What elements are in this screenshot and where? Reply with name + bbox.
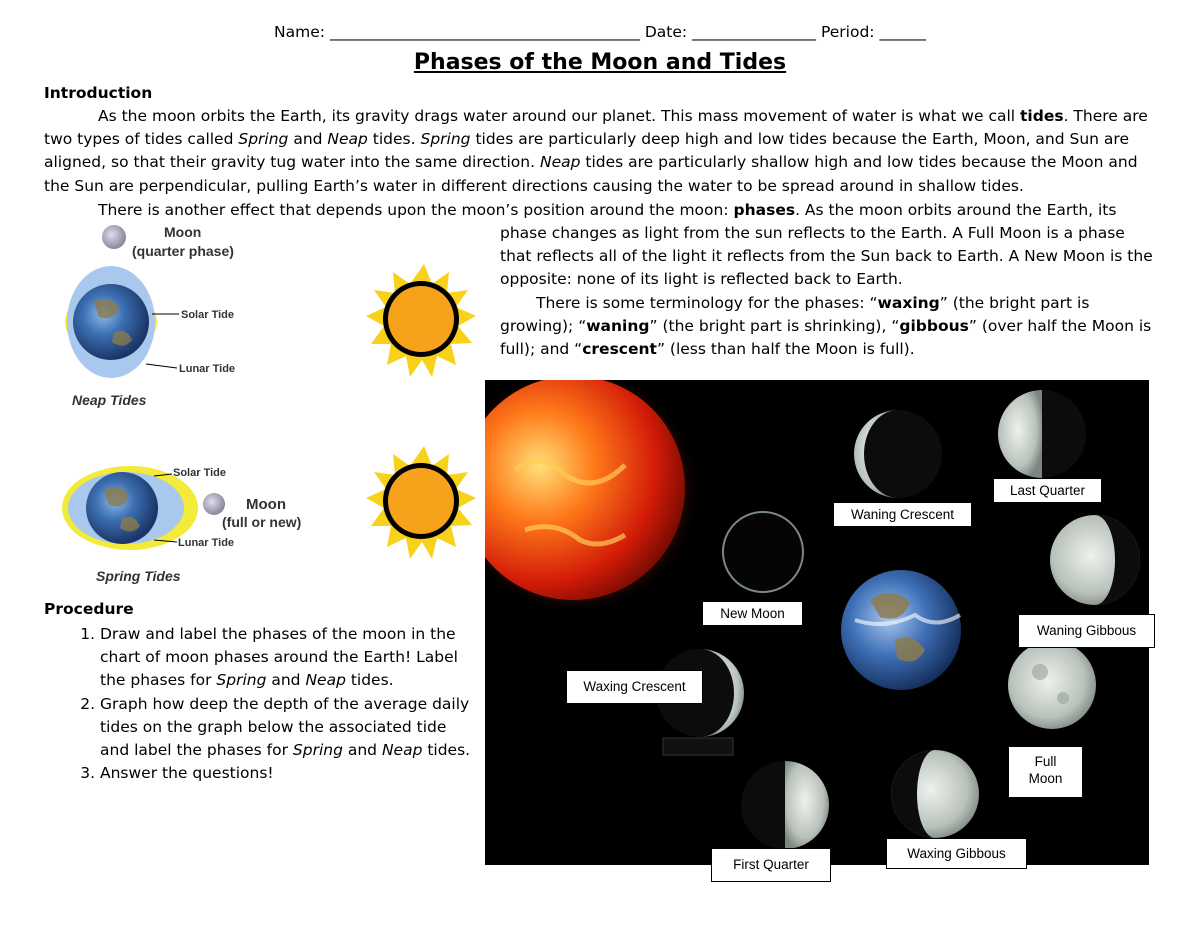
moon-full-sublabel: (full or new) xyxy=(222,514,302,530)
spring-lunar-tide-label: Lunar Tide xyxy=(178,537,235,549)
moon-quarter-sublabel: (quarter phase) xyxy=(132,243,234,259)
label-full-moon xyxy=(1008,746,1083,798)
label-full-moon-line-2: Moon xyxy=(1028,771,1063,786)
label-waxing-crescent: Waxing Crescent xyxy=(566,670,703,704)
sun-icon-top xyxy=(366,264,476,377)
procedure-step-3: 3. Answer the questions! xyxy=(100,762,474,785)
introduction-heading: Introduction xyxy=(44,84,153,102)
redaction-block xyxy=(663,738,733,755)
neap-lunar-tide-label: Lunar Tide xyxy=(179,363,236,375)
label-first-quarter: First Quarter xyxy=(711,848,831,882)
intro-paragraph-1: As the moon orbits the Earth, its gravity drags water around our planet. This mass movement of water is what we call tides. There are two types of tides called Spring and Neap tides. Spring tides are particularly deep high and low tides because the Earth, Moon, and Sun are aligned, so that their gravity tug water into the same direction. Neap tides are particularly shallow high and low tides because the Moon and the Sun are perpendicular, pulling Earth’s water in different directions causing the water to be spread around in shallow tides. xyxy=(44,107,1148,195)
spring-earth-icon xyxy=(86,472,158,544)
intro-paragraph-2-first-line: There is another effect that depends upon the moon’s position around the moon: phases. As the moon orbits around the Earth, its xyxy=(98,201,1117,219)
waning-gibbous-moon xyxy=(1050,515,1140,605)
last-quarter-moon xyxy=(998,390,1086,478)
neap-tides-label: Neap Tides xyxy=(72,392,147,408)
neap-solar-tide-label: Solar Tide xyxy=(181,309,234,321)
sun-icon-bottom xyxy=(366,446,476,559)
label-new-moon: New Moon xyxy=(702,601,803,626)
label-waning-gibbous: Waning Gibbous xyxy=(1018,614,1155,648)
moon-full-icon xyxy=(203,493,225,515)
procedure-heading: Procedure xyxy=(44,600,134,618)
label-last-quarter: Last Quarter xyxy=(993,478,1102,503)
earth-image xyxy=(841,570,961,690)
new-moon xyxy=(723,512,803,592)
intro-paragraph-2-rest: phase changes as light from the sun reflects to the Earth. A Full Moon is a phase that reflects all of the light it reflects from the Sun back to Earth. A New Moon is the opposite: none of its light is reflected back to Earth. xyxy=(500,224,1153,289)
spring-solar-tide-label: Solar Tide xyxy=(173,467,226,479)
waxing-gibbous-moon xyxy=(891,750,979,838)
waning-crescent-moon xyxy=(854,410,942,498)
intro-paragraph-3: There is some terminology for the phases: “waxing” (the bright part is growing); “waning” (the bright part is shrinking), “gibbous” (over half the Moon is full); and “crescent” (less than half the Moon is full). xyxy=(500,294,1152,359)
procedure-step-2: 2. Graph how deep the depth of the average daily tides on the graph below the associated tide and label the phases for Spring and Neap tides. xyxy=(100,693,474,763)
name-date-period-line: Name: ________________________________________ Date: ________________ Period: ______ xyxy=(274,23,926,41)
tide-diagram xyxy=(44,222,489,592)
procedure-step-1: 1. Draw and label the phases of the moon in the chart of moon phases around the Earth! Label the phases for Spring and Neap tides. xyxy=(100,623,474,693)
label-full-moon-line-1: Full xyxy=(1034,754,1057,769)
page-title: Phases of the Moon and Tides xyxy=(413,50,787,75)
first-quarter-moon xyxy=(741,761,829,849)
spring-tides-label: Spring Tides xyxy=(96,568,181,584)
full-moon xyxy=(1008,641,1096,729)
moon-quarter-icon xyxy=(102,225,126,249)
label-waning-crescent: Waning Crescent xyxy=(833,502,972,527)
neap-earth-icon xyxy=(73,284,149,360)
moon-full-label: Moon xyxy=(246,496,286,513)
procedure-list xyxy=(44,623,474,785)
label-waxing-gibbous: Waxing Gibbous xyxy=(886,838,1027,869)
moon-quarter-label: Moon xyxy=(164,224,202,240)
